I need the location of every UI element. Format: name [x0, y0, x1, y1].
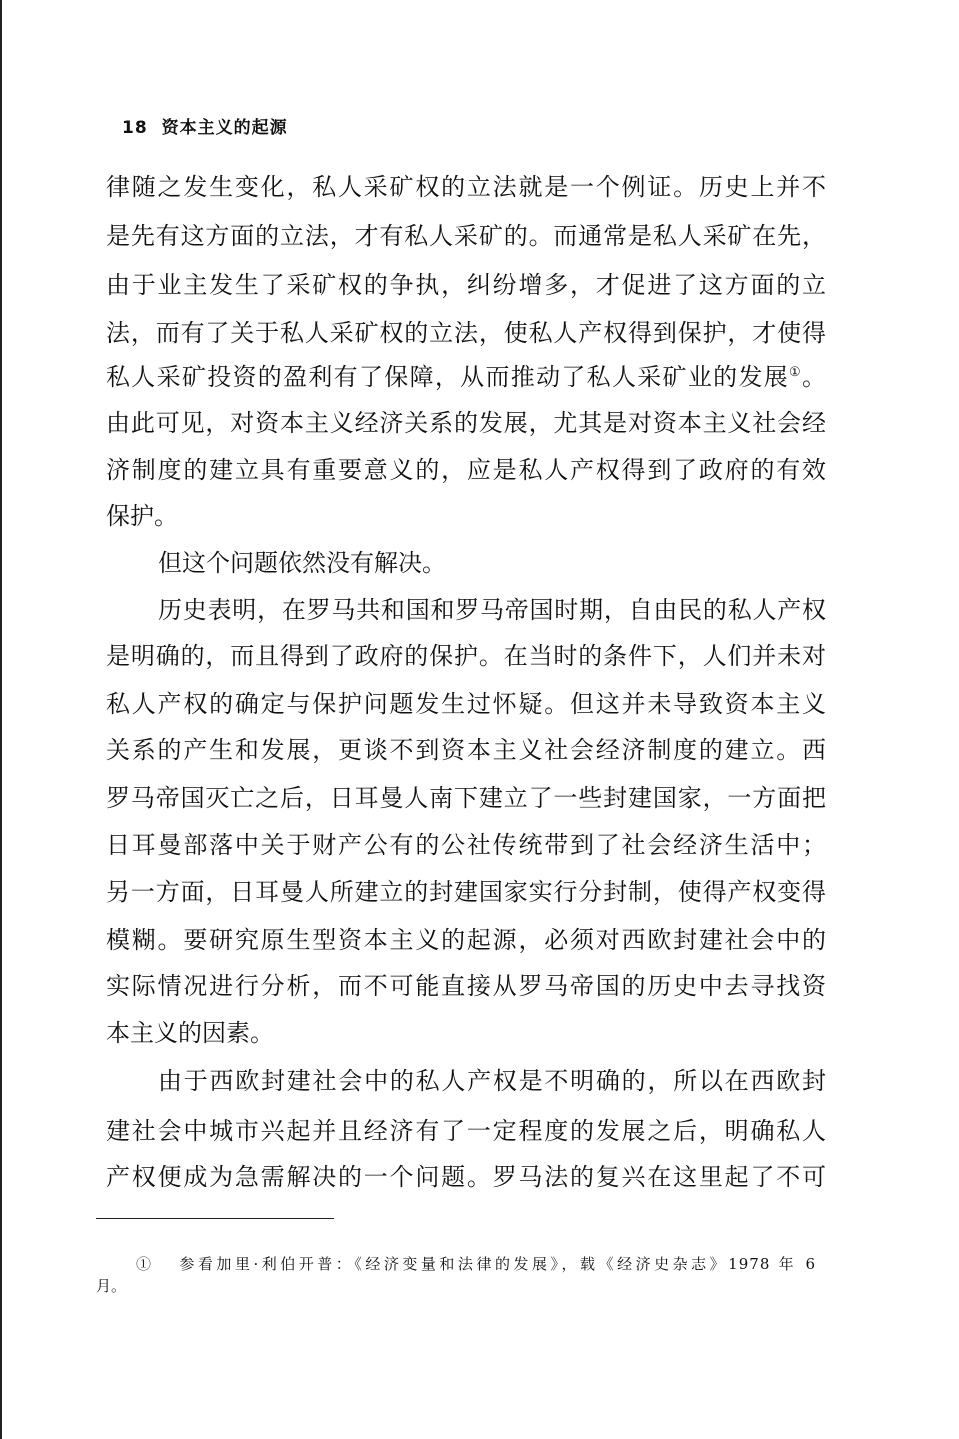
body-line: 模糊。要研究原生型资本主义的起源，必须对西欧封建社会中的: [106, 926, 826, 954]
paragraph-first-line: 但这个问题依然没有解决。: [158, 549, 446, 577]
running-header: [122, 113, 288, 138]
body-line-period: 。: [802, 363, 826, 391]
body-line: 由此可见，对资本主义经济关系的发展，尤其是对资本主义社会经: [106, 409, 826, 437]
body-line: 由于业主发生了采矿权的争执，纠纷增多，才促进了这方面的立: [106, 271, 826, 299]
body-line: 济制度的建立具有重要意义的，应是私人产权得到了政府的有效: [106, 456, 826, 484]
page-number: 18: [122, 118, 148, 138]
body-line: 关系的产生和发展，更谈不到资本主义社会经济制度的建立。西: [106, 736, 826, 764]
body-line: 实际情况进行分析，而不可能直接从罗马帝国的历史中去寻找资: [106, 972, 826, 1000]
page-edge: [0, 0, 2, 1439]
body-line-with-footnote-ref: [106, 362, 826, 392]
body-line-text: 私人采矿投资的盈利有了保障，从而推动了私人采矿业的发展: [106, 363, 790, 391]
footnote-text: 参看加里·利伯开普：《经济变量和法律的发展》，载《经济史杂志》1978 年 6: [179, 1255, 816, 1273]
paragraph-first-line: 历史表明，在罗马共和国和罗马帝国时期，自由民的私人产权: [158, 596, 826, 624]
body-line: 是先有这方面的立法，才有私人采矿的。而通常是私人采矿在先，: [106, 222, 826, 250]
body-line: 法，而有了关于私人采矿权的立法，使私人产权得到保护，才使得: [106, 319, 826, 347]
body-line: 另一方面，日耳曼人所建立的封建国家实行分封制，使得产权变得: [106, 878, 826, 906]
footnote: [136, 1254, 816, 1274]
body-line: 是明确的，而且得到了政府的保护。在当时的条件下，人们并未对: [106, 642, 826, 670]
body-line: 产权便成为急需解决的一个问题。罗马法的复兴在这里起了不可: [106, 1163, 826, 1191]
body-line: 罗马帝国灭亡之后，日耳曼人南下建立了一些封建国家，一方面把: [106, 784, 826, 812]
footnote-marker: ①: [136, 1255, 155, 1273]
paragraph-first-line: 由于西欧封建社会中的私人产权是不明确的，所以在西欧封: [158, 1067, 826, 1095]
body-line: 日耳曼部落中关于财产公有的公社传统带到了社会经济生活中；: [106, 831, 826, 859]
footnote-reference[interactable]: ①: [789, 365, 802, 380]
body-line: 私人产权的确定与保护问题发生过怀疑。但这并未导致资本主义: [106, 690, 826, 718]
body-line: 律随之发生变化，私人采矿权的立法就是一个例证。历史上并不: [106, 173, 826, 201]
book-title: 资本主义的起源: [161, 118, 288, 138]
footnote-continuation: 月。: [96, 1277, 127, 1295]
body-line: 建社会中城市兴起并且经济有了一定程度的发展之后，明确私人: [106, 1117, 826, 1145]
body-line: 本主义的因素。: [106, 1019, 274, 1047]
body-line: 保护。: [106, 502, 178, 530]
footnote-separator: [96, 1218, 334, 1219]
